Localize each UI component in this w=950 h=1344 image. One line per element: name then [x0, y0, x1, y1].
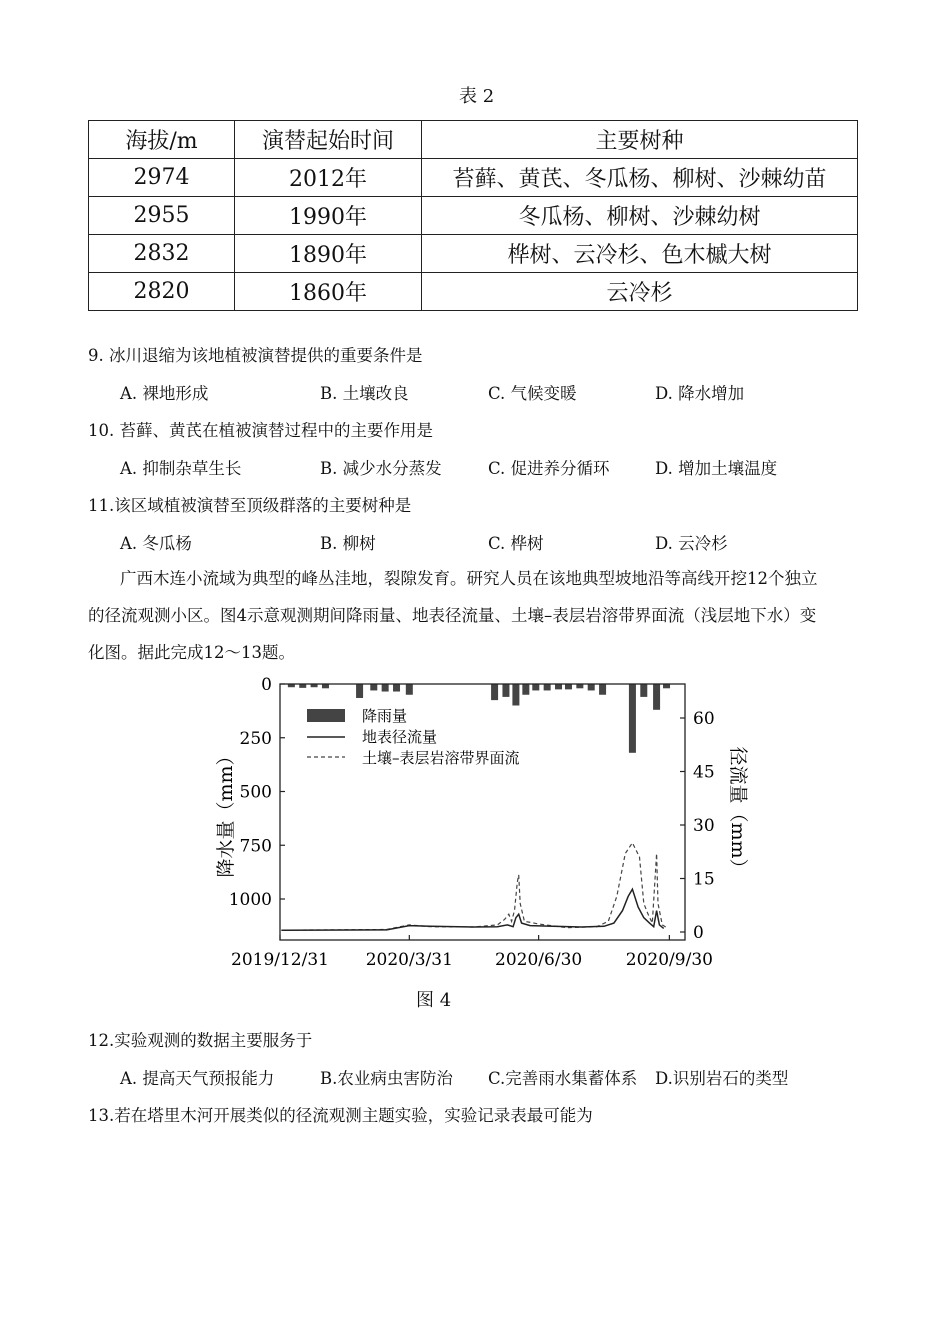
- left-axis-label: 降水量（mm）: [215, 746, 237, 878]
- legend-rainfall-swatch: [307, 709, 345, 722]
- right-tick-label: 30: [693, 816, 715, 836]
- rainfall-bar: [588, 684, 595, 690]
- header-altitude: 海拔/m: [89, 121, 235, 159]
- rainfall-bar: [544, 684, 551, 690]
- cell-start-time: 2012年: [235, 159, 422, 197]
- legend: [307, 707, 520, 767]
- question-12-stem: 12.实验观测的数据主要服务于: [88, 1031, 313, 1050]
- q11-option-b: B. 柳树: [320, 534, 376, 553]
- cell-species: 桦树、云冷杉、色木槭大树: [422, 235, 858, 273]
- x-tick-label: 2019/12/31: [231, 950, 329, 970]
- cell-species: 云冷杉: [422, 273, 858, 311]
- q12-option-d: D.识别岩石的类型: [655, 1069, 789, 1088]
- left-tick-label: 500: [239, 782, 272, 803]
- rainfall-bar: [502, 684, 509, 697]
- cell-species: 苔藓、黄芪、冬瓜杨、柳树、沙棘幼苗: [422, 159, 858, 197]
- rainfall-bar: [555, 684, 562, 689]
- runoff-chart: [210, 672, 770, 972]
- cell-start-time: 1860年: [235, 273, 422, 311]
- runoff-lines: [281, 843, 668, 930]
- rainfall-bar: [512, 684, 519, 706]
- q10-option-c: C. 促进养分循环: [488, 459, 610, 478]
- rainfall-bar: [491, 684, 498, 700]
- table-caption: 表 2: [459, 86, 495, 107]
- interface-flow-line: [281, 843, 668, 930]
- rainfall-bar: [640, 684, 647, 697]
- cell-altitude: 2955: [89, 197, 235, 235]
- q12-option-a: A. 提高天气预报能力: [120, 1069, 275, 1088]
- left-tick-label: 0: [261, 675, 272, 695]
- right-tick-label: 15: [693, 869, 715, 890]
- table-row: [89, 273, 858, 311]
- succession-table: [88, 120, 858, 311]
- right-tick-label: 0: [693, 923, 704, 943]
- q12-option-c: C.完善雨水集蓄体系: [488, 1069, 638, 1088]
- q10-option-a: A. 抑制杂草生长: [120, 459, 242, 478]
- rainfall-bar: [382, 684, 389, 692]
- q10-option-d: D. 增加土壤温度: [655, 459, 778, 478]
- x-tick-label: 2020/9/30: [625, 950, 713, 970]
- rainfall-bar: [599, 684, 606, 695]
- q12-option-b: B.农业病虫害防治: [320, 1069, 453, 1088]
- cell-start-time: 1890年: [235, 235, 422, 273]
- rainfall-bar: [356, 684, 363, 698]
- figure-caption: 图 4: [416, 990, 452, 1011]
- cell-species: 冬瓜杨、柳树、沙棘幼树: [422, 197, 858, 235]
- axes: [229, 675, 715, 970]
- q11-option-c: C. 桦树: [488, 534, 544, 553]
- passage-line-1: 广西木连小流域为典型的峰丛洼地，裂隙发育。研究人员在该地典型坡地沿等高线开挖12个独立: [120, 569, 818, 588]
- x-tick-label: 2020/3/31: [365, 950, 453, 970]
- rainfall-bar: [565, 684, 572, 689]
- right-tick-label: 60: [693, 709, 715, 729]
- legend-interface-label: 土壤–表层岩溶带界面流: [362, 749, 520, 767]
- rainfall-bar: [629, 684, 636, 753]
- cell-altitude: 2832: [89, 235, 235, 273]
- right-tick-label: 45: [693, 762, 715, 783]
- q10-option-b: B. 减少水分蒸发: [320, 459, 442, 478]
- header-start-time: 演替起始时间: [235, 121, 422, 159]
- question-10-stem: 10. 苔藓、黄芪在植被演替过程中的主要作用是: [88, 421, 433, 440]
- rainfall-bar: [406, 684, 413, 695]
- table-header-row: [89, 121, 858, 159]
- x-tick-label: 2020/6/30: [495, 950, 583, 970]
- q9-option-a: A. 裸地形成: [120, 384, 209, 403]
- rainfall-bar: [393, 684, 400, 692]
- q11-option-d: D. 云冷杉: [655, 534, 728, 553]
- left-tick-label: 250: [239, 728, 272, 749]
- cell-start-time: 1990年: [235, 197, 422, 235]
- table-row: [89, 159, 858, 197]
- cell-altitude: 2820: [89, 273, 235, 311]
- table-row: [89, 197, 858, 235]
- question-13-stem: 13.若在塔里木河开展类似的径流观测主题实验，实验记录表最可能为: [88, 1106, 593, 1125]
- right-axis-label: 径流量（mm）: [727, 746, 749, 878]
- cell-altitude: 2974: [89, 159, 235, 197]
- left-tick-label: 1000: [228, 890, 272, 910]
- rainfall-bars: [288, 684, 670, 753]
- q9-option-c: C. 气候变暖: [488, 384, 577, 403]
- table-row: [89, 235, 858, 273]
- q9-option-b: B. 土壤改良: [320, 384, 409, 403]
- header-species: 主要树种: [422, 121, 858, 159]
- question-11-stem: 11.该区域植被演替至顶级群落的主要树种是: [88, 496, 412, 515]
- q9-option-d: D. 降水增加: [655, 384, 745, 403]
- q11-option-a: A. 冬瓜杨: [120, 534, 192, 553]
- plot-frame: [280, 684, 685, 940]
- rainfall-bar: [532, 684, 539, 690]
- passage-line-3: 化图。据此完成12～13题。: [88, 643, 295, 662]
- rainfall-bar: [653, 684, 660, 710]
- rainfall-bar: [522, 684, 529, 695]
- legend-surface-label: 地表径流量: [362, 728, 438, 746]
- rainfall-bar: [370, 684, 377, 690]
- passage-line-2: 的径流观测小区。图4示意观测期间降雨量、地表径流量、土壤–表层岩溶带界面流（浅层地下水）变: [88, 606, 817, 625]
- left-tick-label: 750: [239, 836, 272, 857]
- question-9-stem: 9. 冰川退缩为该地植被演替提供的重要条件是: [88, 346, 423, 365]
- legend-rainfall-label: 降雨量: [362, 707, 408, 725]
- surface-runoff-line: [281, 889, 663, 930]
